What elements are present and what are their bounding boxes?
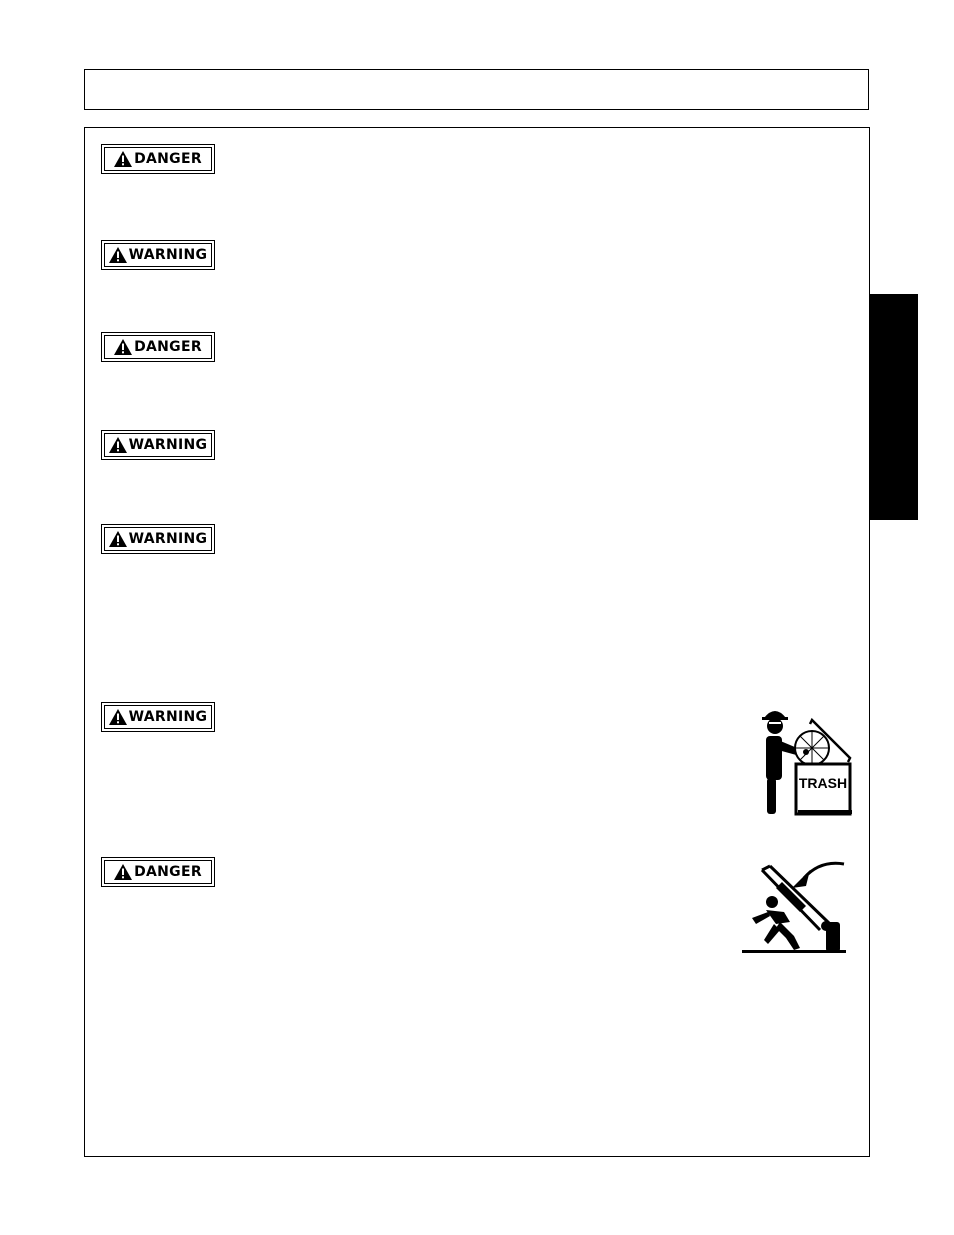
label-text: DANGER [134, 864, 202, 880]
label-text: DANGER [134, 151, 202, 167]
danger-label [101, 857, 215, 887]
alert-triangle-icon [114, 339, 132, 355]
label-text: WARNING [128, 531, 208, 547]
section-thumb-tab [869, 294, 918, 520]
warning-label [101, 430, 215, 460]
alert-triangle-icon [109, 437, 127, 453]
alert-triangle-icon [109, 531, 127, 547]
warning-label [101, 524, 215, 554]
safety-content-box [84, 127, 870, 1157]
page-header-box [84, 69, 869, 110]
label-text: WARNING [128, 437, 208, 453]
alert-triangle-icon [114, 864, 132, 880]
alert-triangle-icon [114, 151, 132, 167]
warning-label [101, 702, 215, 732]
discard-blade-in-trash-icon [750, 704, 854, 818]
trash-label: TRASH [798, 775, 848, 791]
warning-label [101, 240, 215, 270]
alert-triangle-icon [109, 709, 127, 725]
danger-label [101, 332, 215, 362]
label-text: DANGER [134, 339, 202, 355]
label-text: WARNING [128, 709, 208, 725]
label-text: WARNING [128, 247, 208, 263]
falling-wing-crush-hazard-icon [740, 858, 848, 956]
alert-triangle-icon [109, 247, 127, 263]
danger-label [101, 144, 215, 174]
